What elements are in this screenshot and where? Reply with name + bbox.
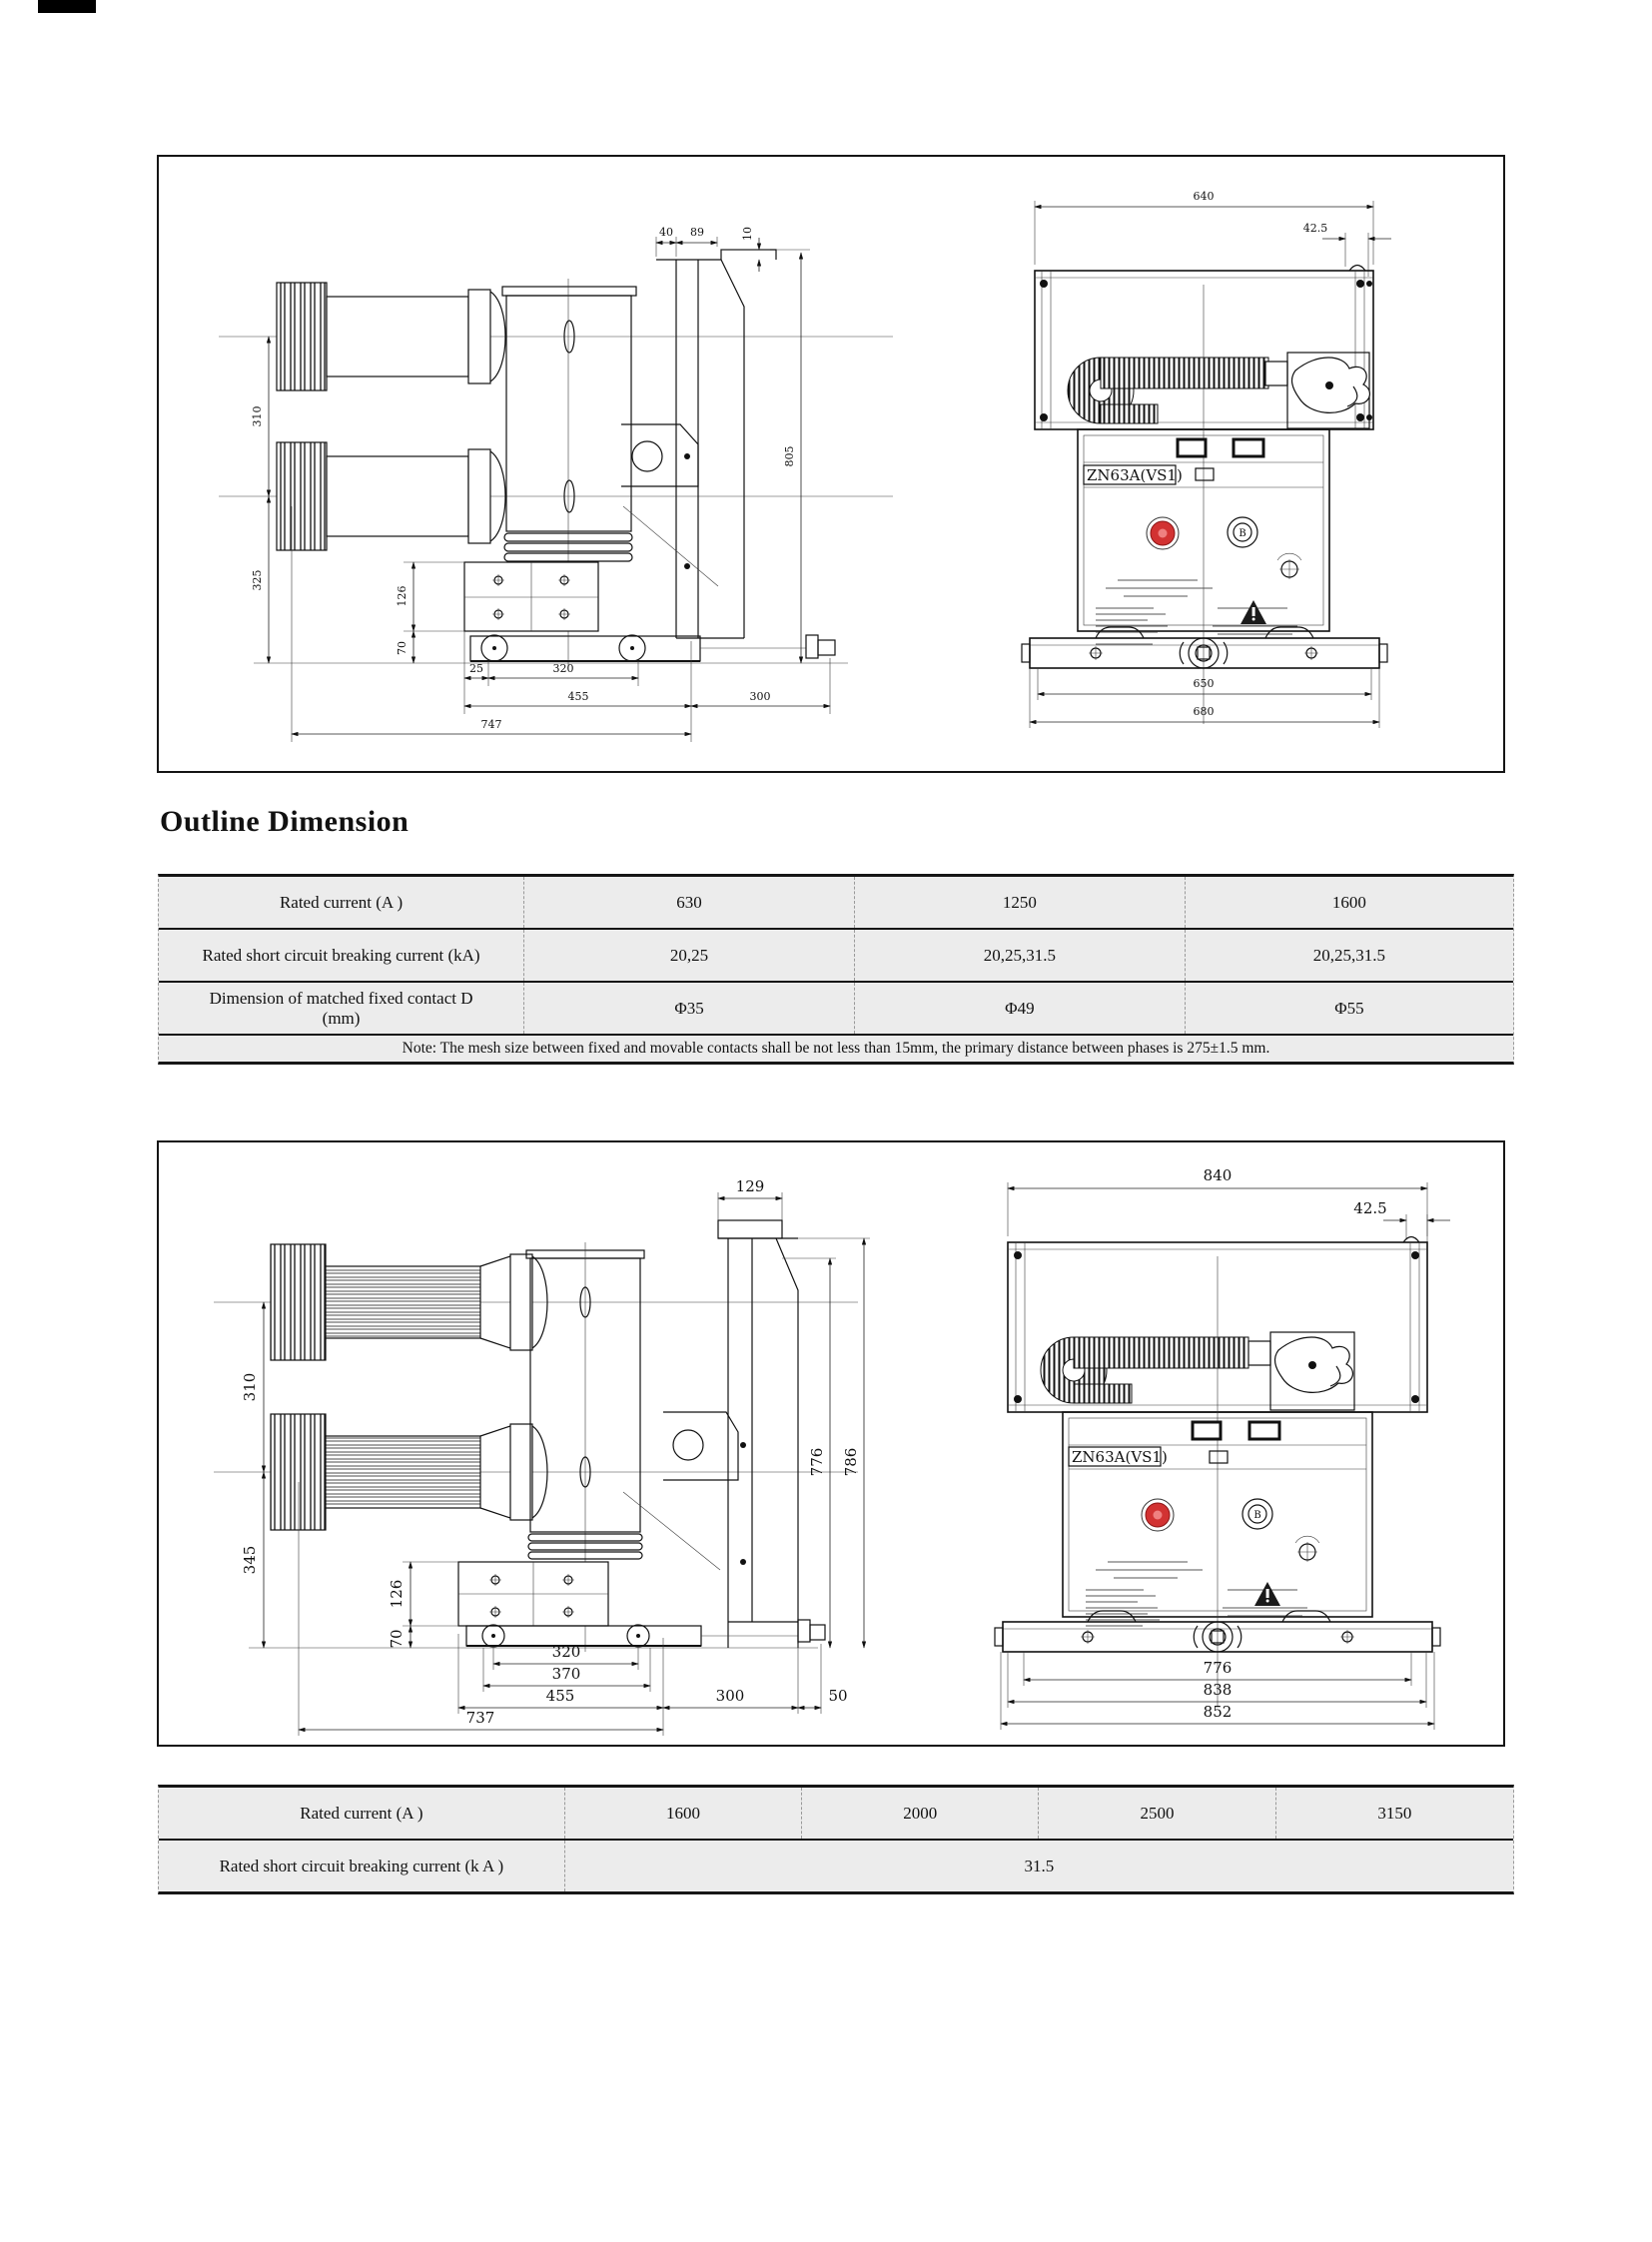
dimension-label: 300	[715, 1687, 745, 1705]
model-label: ZN63A(VS1)	[1072, 1448, 1168, 1466]
table-cell: Φ55	[1334, 998, 1364, 1018]
table-row	[159, 930, 1513, 983]
bracket-hole	[632, 441, 662, 471]
dimension-label: 129	[735, 1177, 765, 1195]
handle	[1265, 627, 1313, 638]
table-cell: 3150	[1377, 1803, 1412, 1823]
dimension-label: 126	[388, 1579, 406, 1609]
dimension-label: 345	[241, 1545, 259, 1575]
indicator-window	[1249, 1422, 1279, 1439]
outline-drawing-top	[159, 157, 1503, 771]
charging-crank-icon	[1295, 1536, 1319, 1562]
dimension-label: 776	[1203, 1659, 1233, 1677]
figure-box-bottom	[157, 1140, 1505, 1747]
lifting-lug	[1403, 1237, 1419, 1243]
upper-bushing	[277, 283, 505, 390]
dimension-label: 325	[251, 569, 264, 591]
base-box	[458, 1562, 608, 1626]
front-panel	[1078, 285, 1329, 724]
row-label: Rated current (A )	[159, 1788, 565, 1839]
dimension-label: 126	[396, 585, 409, 607]
base-rail	[1022, 627, 1387, 668]
table-cell: 2000	[802, 1788, 1039, 1839]
rail-bolt-icon	[1340, 1630, 1354, 1644]
frame-plate	[623, 1220, 798, 1648]
scan-artifact	[38, 0, 96, 13]
row-label-line2: (mm)	[322, 1008, 361, 1028]
figure-box-top	[157, 155, 1505, 773]
indicator-window	[1193, 1422, 1221, 1439]
table-row	[159, 983, 1513, 1036]
table-cell: 20,25	[524, 930, 855, 981]
dimension-label: 320	[552, 662, 574, 675]
trip-button-core	[1154, 1511, 1163, 1520]
front-view-dimensions	[1001, 1652, 1434, 1730]
dimension-label: 310	[241, 1372, 259, 1402]
close-button-icon: B	[1253, 1510, 1261, 1521]
table-cell: 1250	[855, 877, 1186, 928]
dimension-label: 786	[842, 1447, 860, 1477]
dimension-label: 89	[690, 226, 704, 239]
table-note: Note: The mesh size between fixed and movable contacts shall be not less than 15mm, the primary distance between phases is 275±1.5 mm.	[402, 1040, 1270, 1058]
dimension-label: 25	[469, 662, 483, 675]
handle	[1096, 627, 1144, 638]
table-cell: 1600	[1331, 892, 1366, 912]
indicator-window	[1234, 439, 1263, 456]
dimension-label: 455	[567, 690, 589, 703]
dimension-label: 370	[551, 1665, 581, 1683]
page-title: Outline Dimension	[160, 805, 410, 838]
frame-plate	[621, 250, 776, 638]
close-button-icon: B	[1239, 528, 1246, 539]
lifting-lug	[1349, 266, 1365, 272]
table-cell: 20,25,31.5	[1312, 945, 1386, 965]
dimension-label: 50	[828, 1687, 848, 1705]
dimension-label: 42.5	[1302, 222, 1328, 235]
outline-dimension-table-2	[158, 1785, 1514, 1894]
dimension-label: 640	[1193, 190, 1215, 203]
dimension-label: 300	[749, 690, 771, 703]
outline-dimension-table-1	[158, 874, 1514, 1065]
flexible-connector	[1068, 358, 1287, 423]
dimension-label: 650	[1193, 677, 1215, 690]
rail-bolt-icon	[1089, 646, 1103, 660]
row-label-line1: Dimension of matched fixed contact D	[209, 988, 473, 1008]
dimension-label: 320	[551, 1643, 581, 1661]
table-row	[159, 1841, 1513, 1891]
outline-drawing-bottom	[159, 1142, 1503, 1745]
damper-block	[701, 1620, 825, 1642]
side-view	[219, 226, 893, 742]
dimension-label: 840	[1203, 1166, 1233, 1184]
table-row	[159, 1788, 1513, 1841]
dimension-label: 838	[1203, 1681, 1233, 1699]
model-label: ZN63A(VS1)	[1087, 466, 1183, 484]
dimension-label: 737	[465, 1709, 495, 1727]
table-cell: 20,25,31.5	[855, 930, 1186, 981]
wheel-truck	[470, 635, 700, 661]
dimension-label: 310	[251, 405, 264, 427]
row-label	[159, 983, 524, 1034]
row-label: Rated short circuit breaking current (k A )	[159, 1841, 565, 1891]
dimension-label: 40	[659, 226, 673, 239]
dimension-label: 10	[741, 227, 754, 241]
table-cell: 1600	[565, 1788, 802, 1839]
wheel-truck	[466, 1625, 701, 1647]
table-cell: 2500	[1039, 1788, 1275, 1839]
lower-bushing	[277, 442, 505, 550]
dimension-label: 680	[1193, 705, 1215, 718]
dimension-label: 776	[808, 1447, 826, 1477]
table-cell: Φ49	[855, 983, 1186, 1034]
table-cell: 630	[524, 877, 855, 928]
rail-bolt-icon	[1304, 646, 1318, 660]
dimension-label: 805	[783, 445, 796, 467]
table-cell: Φ35	[524, 983, 855, 1034]
row-label: Rated current (A )	[159, 877, 524, 928]
front-view-dimensions	[1030, 668, 1379, 728]
dimension-label: 852	[1203, 1703, 1233, 1721]
counter-window	[1210, 1451, 1228, 1463]
side-view	[214, 1177, 870, 1736]
charging-crank-icon	[1277, 553, 1301, 579]
front-view	[1022, 190, 1391, 728]
indicator-window	[1178, 439, 1206, 456]
counter-window	[1196, 468, 1214, 480]
dimension-label: 455	[545, 1687, 575, 1705]
dimension-label: 70	[396, 641, 409, 655]
base-box	[464, 562, 598, 631]
trip-button-core	[1159, 529, 1168, 538]
front-view	[995, 1166, 1450, 1730]
table-cell-merged: 31.5	[1024, 1856, 1055, 1875]
flexible-connector	[1041, 1337, 1270, 1403]
table-row	[159, 877, 1513, 930]
table-note-row	[159, 1036, 1513, 1062]
front-panel	[1063, 1256, 1372, 1707]
dimension-label: 70	[388, 1629, 406, 1649]
bracket-hole	[673, 1430, 703, 1460]
dimension-label: 42.5	[1353, 1199, 1387, 1217]
row-label: Rated short circuit breaking current (kA)	[159, 930, 524, 981]
rail-bolt-icon	[1081, 1630, 1095, 1644]
latch-mechanism	[1270, 1332, 1354, 1410]
dimension-label: 747	[480, 718, 502, 731]
